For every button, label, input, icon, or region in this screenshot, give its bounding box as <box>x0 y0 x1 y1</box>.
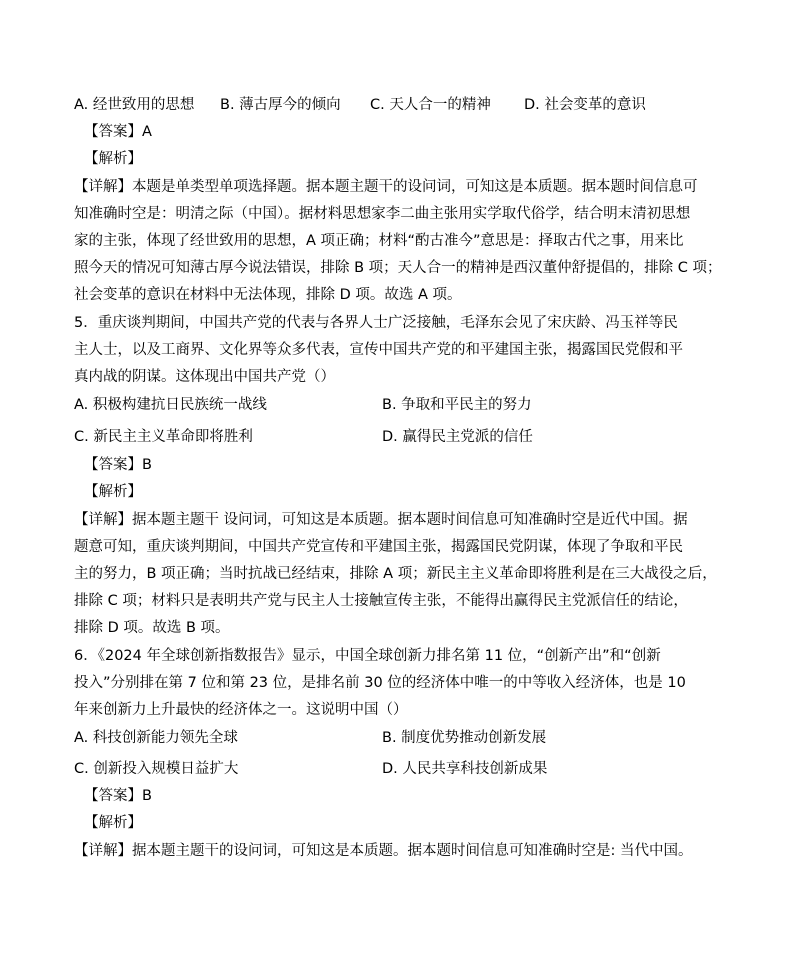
q4-option-d: D. 社会变革的意识 <box>524 97 646 113</box>
q5-option-c: C. 新民主主义革命即将胜利 <box>74 429 253 445</box>
q5-detail-line: 主的努力，B 项正确；当时抗战已经结束，排除 A 项；新民主主义革命即将胜利是在三大战役之后， <box>74 566 717 582</box>
q4-detail-line: 知准确时空是：明清之际（中国）。据材料思想家李二曲主张用实学取代俗学，结合明末清初思想 <box>74 206 691 222</box>
q5-detail-line: 排除 C 项；材料只是表明共产党与民主人士接触宣传主张，不能得出赢得民主党派信任的结论， <box>74 593 688 609</box>
q4-detail-line: 【详解】本题是单类型单项选择题。据本题主题干的设问词，可知这是本质题。据本题时间信息可 <box>74 179 698 195</box>
q5-detail-line: 题意可知，重庆谈判期间，中国共产党宣传和平建国主张，揭露国民党阴谋，体现了争取和平民 <box>74 539 683 555</box>
q4-option-a: A. 经世致用的思想 <box>74 97 195 113</box>
q6-answer: 【答案】B <box>84 788 152 804</box>
q6-stem-line: 6．《2024 年全球创新指数报告》显示，中国全球创新力排名第 11 位，“创新产出”和“创新 <box>74 648 661 664</box>
q5-stem-line: 真内战的阴谋。这体现出中国共产党（） <box>74 369 335 385</box>
q4-detail-line: 家的主张，体现了经世致用的思想，A 项正确；材料“酌古准今”意思是：择取古代之事，用来比 <box>74 233 684 249</box>
q5-detail-line: 【详解】据本题主题干 设问词，可知这是本质题。据本题时间信息可知准确时空是近代中国。据 <box>74 512 688 528</box>
q5-option-d: D. 赢得民主党派的信任 <box>382 429 533 445</box>
q5-analysis-heading: 【解析】 <box>84 484 142 500</box>
q4-answer: 【答案】A <box>84 124 152 140</box>
q5-option-b: B. 争取和平民主的努力 <box>382 397 532 413</box>
q4-detail-line: 照今天的情况可知薄古厚今说法错误，排除 B 项；天人合一的精神是西汉董仲舒提倡的，排除 C 项； <box>74 260 722 276</box>
q6-detail-line: 【详解】据本题主题干的设问词，可知这是本质题。据本题时间信息可知准确时空是: 当代中国。 <box>74 843 693 859</box>
q6-option-c: C. 创新投入规模日益扩大 <box>74 761 239 777</box>
q5-stem-line: 5．重庆谈判期间，中国共产党的代表与各界人士广泛接触，毛泽东会见了宋庆龄、冯玉祥等民 <box>74 315 678 331</box>
q6-analysis-heading: 【解析】 <box>84 815 142 831</box>
q5-option-a: A. 积极构建抗日民族统一战线 <box>74 397 267 413</box>
q5-answer: 【答案】B <box>84 457 152 473</box>
q4-analysis-heading: 【解析】 <box>84 151 142 167</box>
q6-stem-line: 年来创新力上升最快的经济体之一。这说明中国（） <box>74 702 408 718</box>
q6-option-a: A. 科技创新能力领先全球 <box>74 730 238 746</box>
q6-option-d: D. 人民共享科技创新成果 <box>382 761 548 777</box>
q4-option-b: B. 薄古厚今的倾向 <box>220 97 341 113</box>
q4-detail-line: 社会变革的意识在材料中无法体现，排除 D 项。故选 A 项。 <box>74 287 462 303</box>
q5-stem-line: 主人士，以及工商界、文化界等众多代表，宣传中国共产党的和平建国主张，揭露国民党假和平 <box>74 342 683 358</box>
q6-option-b: B. 制度优势推动创新发展 <box>382 730 547 746</box>
q4-option-c: C. 天人合一的精神 <box>370 97 491 113</box>
q6-stem-line: 投入”分别排在第 7 位和第 23 位，是排名前 30 位的经济体中唯一的中等收入经济体，也是 10 <box>74 675 686 691</box>
q5-detail-line: 排除 D 项。故选 B 项。 <box>74 620 230 636</box>
